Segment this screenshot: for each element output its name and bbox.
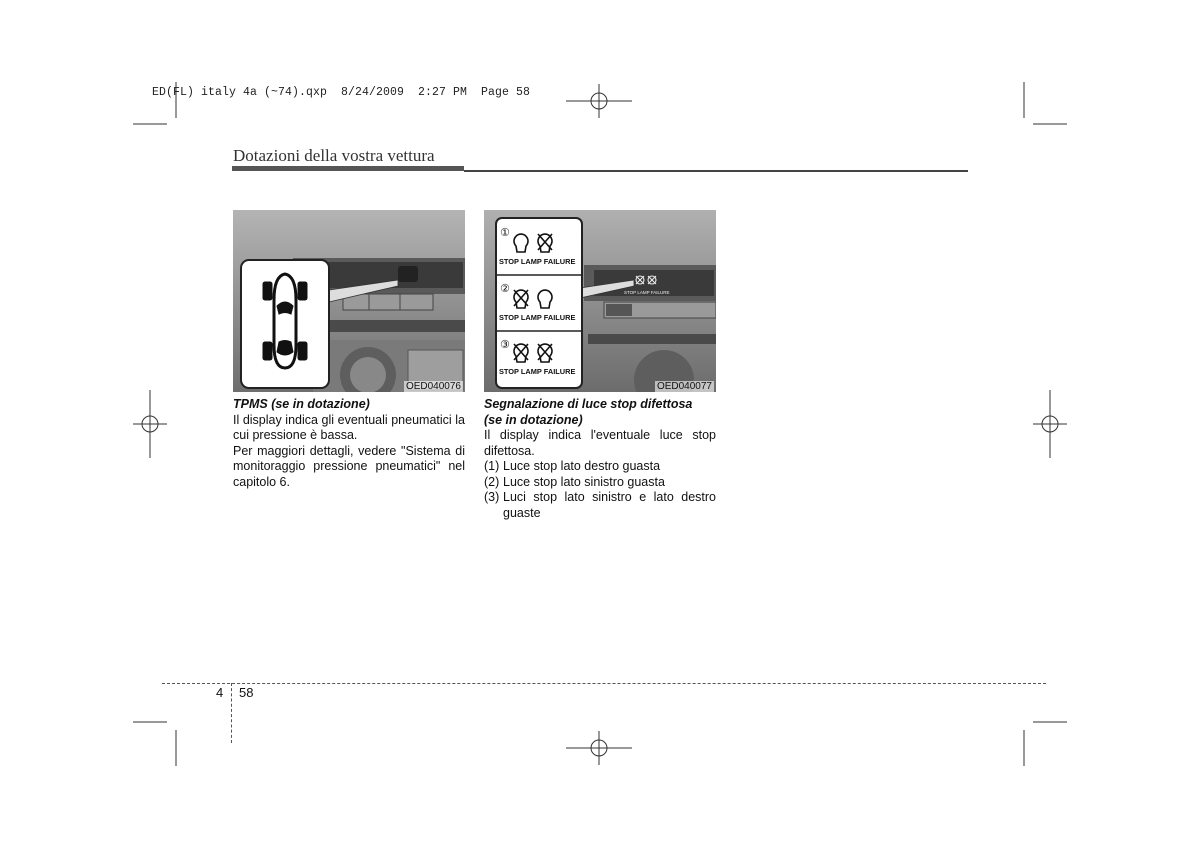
figure-code: OED040076 — [405, 381, 461, 392]
tpms-caption: TPMS (se in dotazione) — [233, 397, 370, 411]
label-number: ① — [500, 226, 510, 239]
stop-lamp-label: STOP LAMP FAILURE — [499, 313, 576, 322]
list-number: (2) — [484, 474, 500, 489]
figure-code: OED040077 — [656, 381, 712, 392]
title-rule-thick — [232, 166, 464, 171]
stop-lamp-caption-sub: (se in dotazione) — [484, 412, 583, 427]
footer-divider — [231, 683, 232, 743]
target-mark-top — [566, 84, 632, 118]
list-text: Luci stop lato sinistro e lato destro guaste — [503, 490, 716, 520]
dashboard-illustration — [233, 210, 465, 392]
stop-lamp-label: STOP LAMP FAILURE — [499, 257, 576, 266]
stop-lamp-caption: Segnalazione di luce stop difettosa — [484, 397, 693, 411]
target-mark-right — [1033, 390, 1067, 458]
list-item — [484, 490, 716, 521]
stop-lamp-figure — [484, 210, 716, 392]
footer-rule — [162, 683, 1046, 684]
list-number: (1) — [484, 459, 500, 473]
target-mark-bottom — [566, 731, 632, 765]
list-number: (3) — [484, 490, 500, 504]
section-title: Dotazioni della vostra vettura — [233, 146, 435, 165]
stop-lamp-label: STOP LAMP FAILURE — [499, 367, 576, 376]
tpms-figure — [233, 210, 465, 392]
stop-lamp-label-small: STOP LAMP FAILURE — [624, 290, 670, 295]
paragraph: Per maggiori dettagli, vedere "Sistema di monitoraggio pressione pneumatici" nel capitolo 6. — [233, 443, 465, 489]
list-item — [484, 475, 716, 491]
page-number: 58 — [239, 685, 254, 700]
chapter-number: 4 — [216, 685, 224, 700]
paragraph: Il display indica l'eventuale luce stop difettosa. — [484, 428, 716, 458]
list-text: Luce stop lato sinistro guasta — [503, 474, 665, 489]
list-text: Luce stop lato destro guasta — [503, 459, 661, 473]
print-header: ED(FL) italy 4a (~74).qxp 8/24/2009 2:27 PM Page 58 — [152, 86, 531, 99]
list-item — [484, 459, 716, 475]
label-number: ③ — [500, 338, 510, 351]
target-mark-left — [133, 390, 167, 458]
right-column-text — [484, 397, 716, 521]
label-number: ② — [500, 282, 510, 295]
left-column-text — [233, 397, 465, 490]
title-rule-thin — [464, 170, 968, 172]
paragraph: Il display indica gli eventuali pneumatici la cui pressione è bassa. — [233, 412, 465, 442]
dashboard-illustration — [484, 210, 716, 392]
